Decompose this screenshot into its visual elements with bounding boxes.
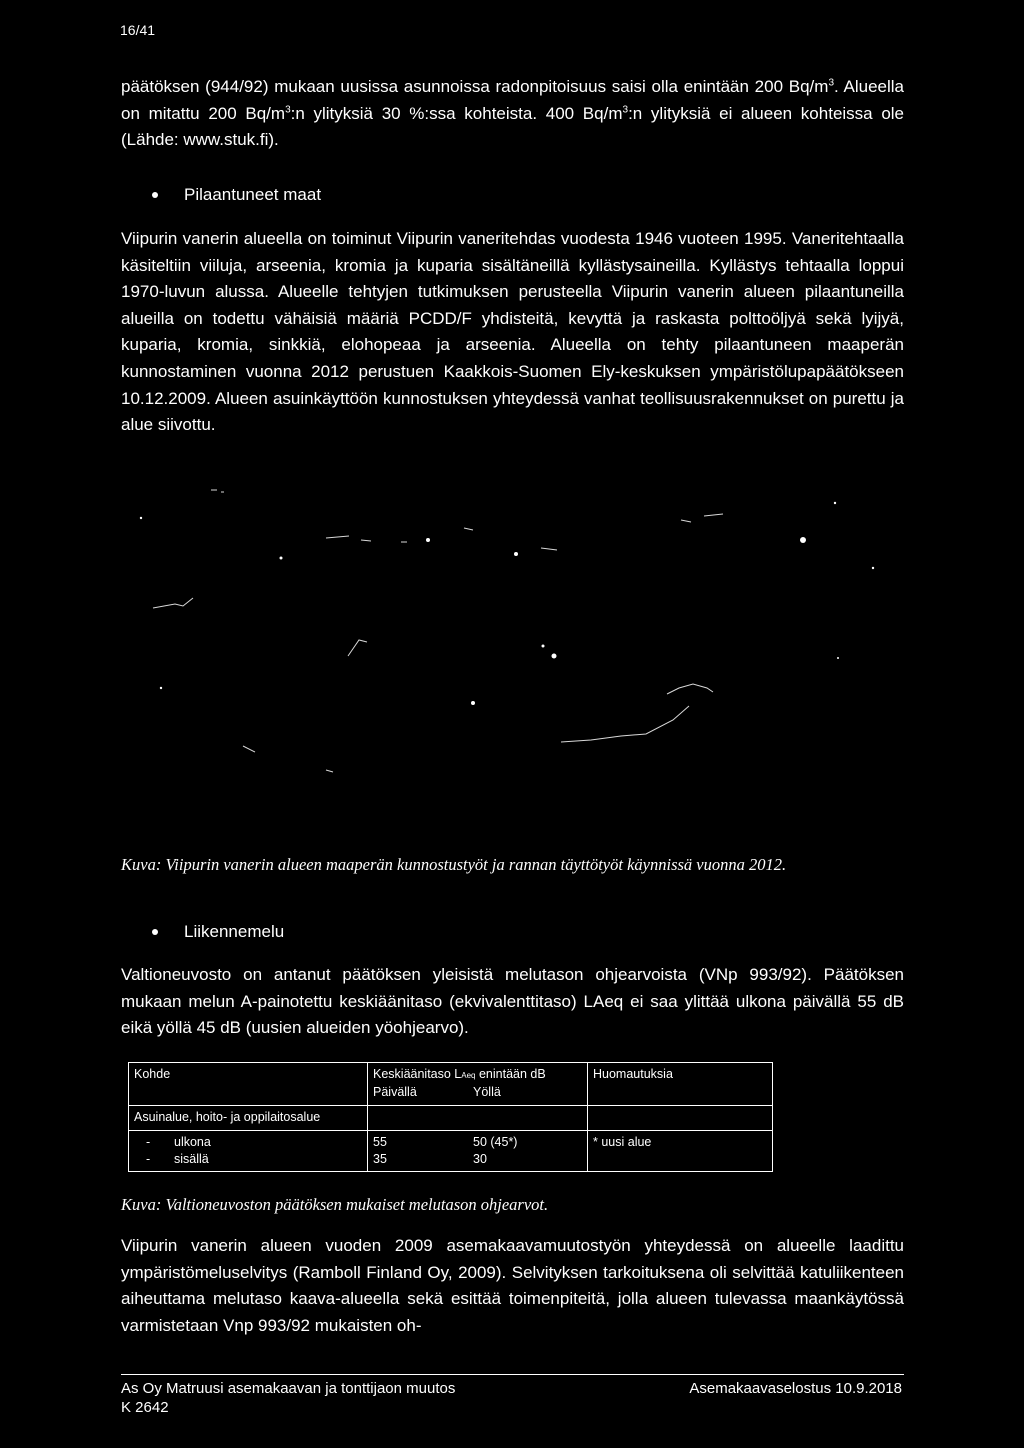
footer-code: K 2642 xyxy=(121,1399,169,1416)
noise-paragraph: Valtioneuvosto on antanut päätöksen yleisistä melutason ohjearvoista (VNp 993/92). Päätöksen mukaan melun A-painotettu keskiäänitaso (ekvivalenttitaso) LAeq ei saa ylittää ulkona päivällä 55 dB eikä yöllä 45 dB (uusien alueiden yöohjearvo). xyxy=(121,965,904,1038)
table-header-night: Yöllä xyxy=(473,1085,501,1099)
noise-limits-table xyxy=(128,1062,773,1172)
noise-heading xyxy=(152,922,284,942)
table-header-level: Keskiäänitaso LAeq enintään dB Päivällä Yöllä xyxy=(368,1063,588,1106)
table-row-labels: - ulkona - sisällä xyxy=(129,1131,368,1172)
contaminated-heading-text: Pilaantuneet maat xyxy=(184,185,322,204)
radon-paragraph xyxy=(121,74,904,154)
superscript: 3 xyxy=(828,77,834,89)
footer-divider xyxy=(121,1374,904,1375)
footer-right: Asemakaavaselostus 10.9.2018 xyxy=(689,1380,902,1397)
radon-text-4: :n ylityksiä ei alueen kohteissa ole (Lähde: www.stuk.fi). xyxy=(121,103,905,150)
radon-text-3: :n ylityksiä 30 %:ssa kohteista. 400 Bq/m xyxy=(290,103,623,123)
closing-paragraph: Viipurin vanerin alueen vuoden 2009 asemakaavamuutostyön yhteydessä on alueelle laadittu ympäristömeluselvitys (Ramboll Finland Oy, 2009). Selvityksen tarkoituksena oli selvittää katuliikenteen aiheuttama melutaso kaava-alueella sekä esittää toimenpiteitä, jolla alueen tulevassa maankäytössä varmistetaan Vnp 993/92 mukaisten oh- xyxy=(121,1236,904,1335)
photo-caption: Kuva: Viipurin vanerin alueen maaperän kunnostustyöt ja rannan täyttötyöt käynnissä vuonna 2012. xyxy=(121,855,787,874)
table-row-values: 55 50 (45*) 35 30 xyxy=(368,1131,588,1172)
noise-heading-text: Liikennemelu xyxy=(184,922,285,941)
footer-title: As Oy Matruusi asemakaavan ja tonttijaon muutos xyxy=(121,1380,456,1397)
table-header-notes: Huomautuksia xyxy=(588,1063,773,1106)
superscript: 3 xyxy=(285,103,291,115)
radon-text-2: . Alueella on mitattu 200 Bq/m xyxy=(121,77,904,123)
table-row-group: Asuinalue, hoito- ja oppilaitosalue xyxy=(129,1106,368,1131)
site-photo xyxy=(121,478,904,830)
radon-text-1: päätöksen (944/92) mukaan uusissa asunnoissa radonpitoisuus saisi olla enintään 200 Bq/m xyxy=(121,77,829,96)
footer-left xyxy=(121,1379,455,1417)
table-caption: Kuva: Valtioneuvoston päätöksen mukaiset melutason ohjearvot. xyxy=(121,1195,549,1214)
superscript: 3 xyxy=(622,103,629,115)
bullet-icon xyxy=(152,929,158,935)
table-header-kohde: Kohde xyxy=(129,1063,368,1106)
contaminated-paragraph: Viipurin vanerin alueella on toiminut Viipurin vaneritehdas vuodesta 1946 vuoteen 1995. Vaneritehtaalla käsiteltiin viiluja, arseenia, kromia ja kuparia sisältäneillä kyllästysaineilla. Kyllästys tehtaalla loppui 1970-luvun alussa. Alueelle tehtyjen tutkimuksen perusteella Viipurin vanerin alueen pilaantuneilla alueilla on todettu vähäisiä määriä PCDD/F yhdisteitä, kevyttä ja raskasta polttoöljyä sekä lyijyä, kuparia, kromia, sinkkiä, elohopeaa ja arseenia. Alueella on tehty pilaantuneen maaperän kunnostaminen vuonna 2012 perustuen Kaakkois-Suomen Ely-keskuksen ympäristölupapäätökseen 10.12.2009. Alueen asuinkäyttöön kunnostuksen yhteydessä vanhat teollisuusrakennukset on purettu ja alue siivottu. xyxy=(121,229,904,435)
contaminated-heading xyxy=(152,185,321,205)
table-header-day: Päivällä xyxy=(373,1085,417,1099)
page-number: 16/41 xyxy=(120,22,156,38)
table-row-note: * uusi alue xyxy=(588,1131,773,1172)
bullet-icon xyxy=(152,192,158,198)
